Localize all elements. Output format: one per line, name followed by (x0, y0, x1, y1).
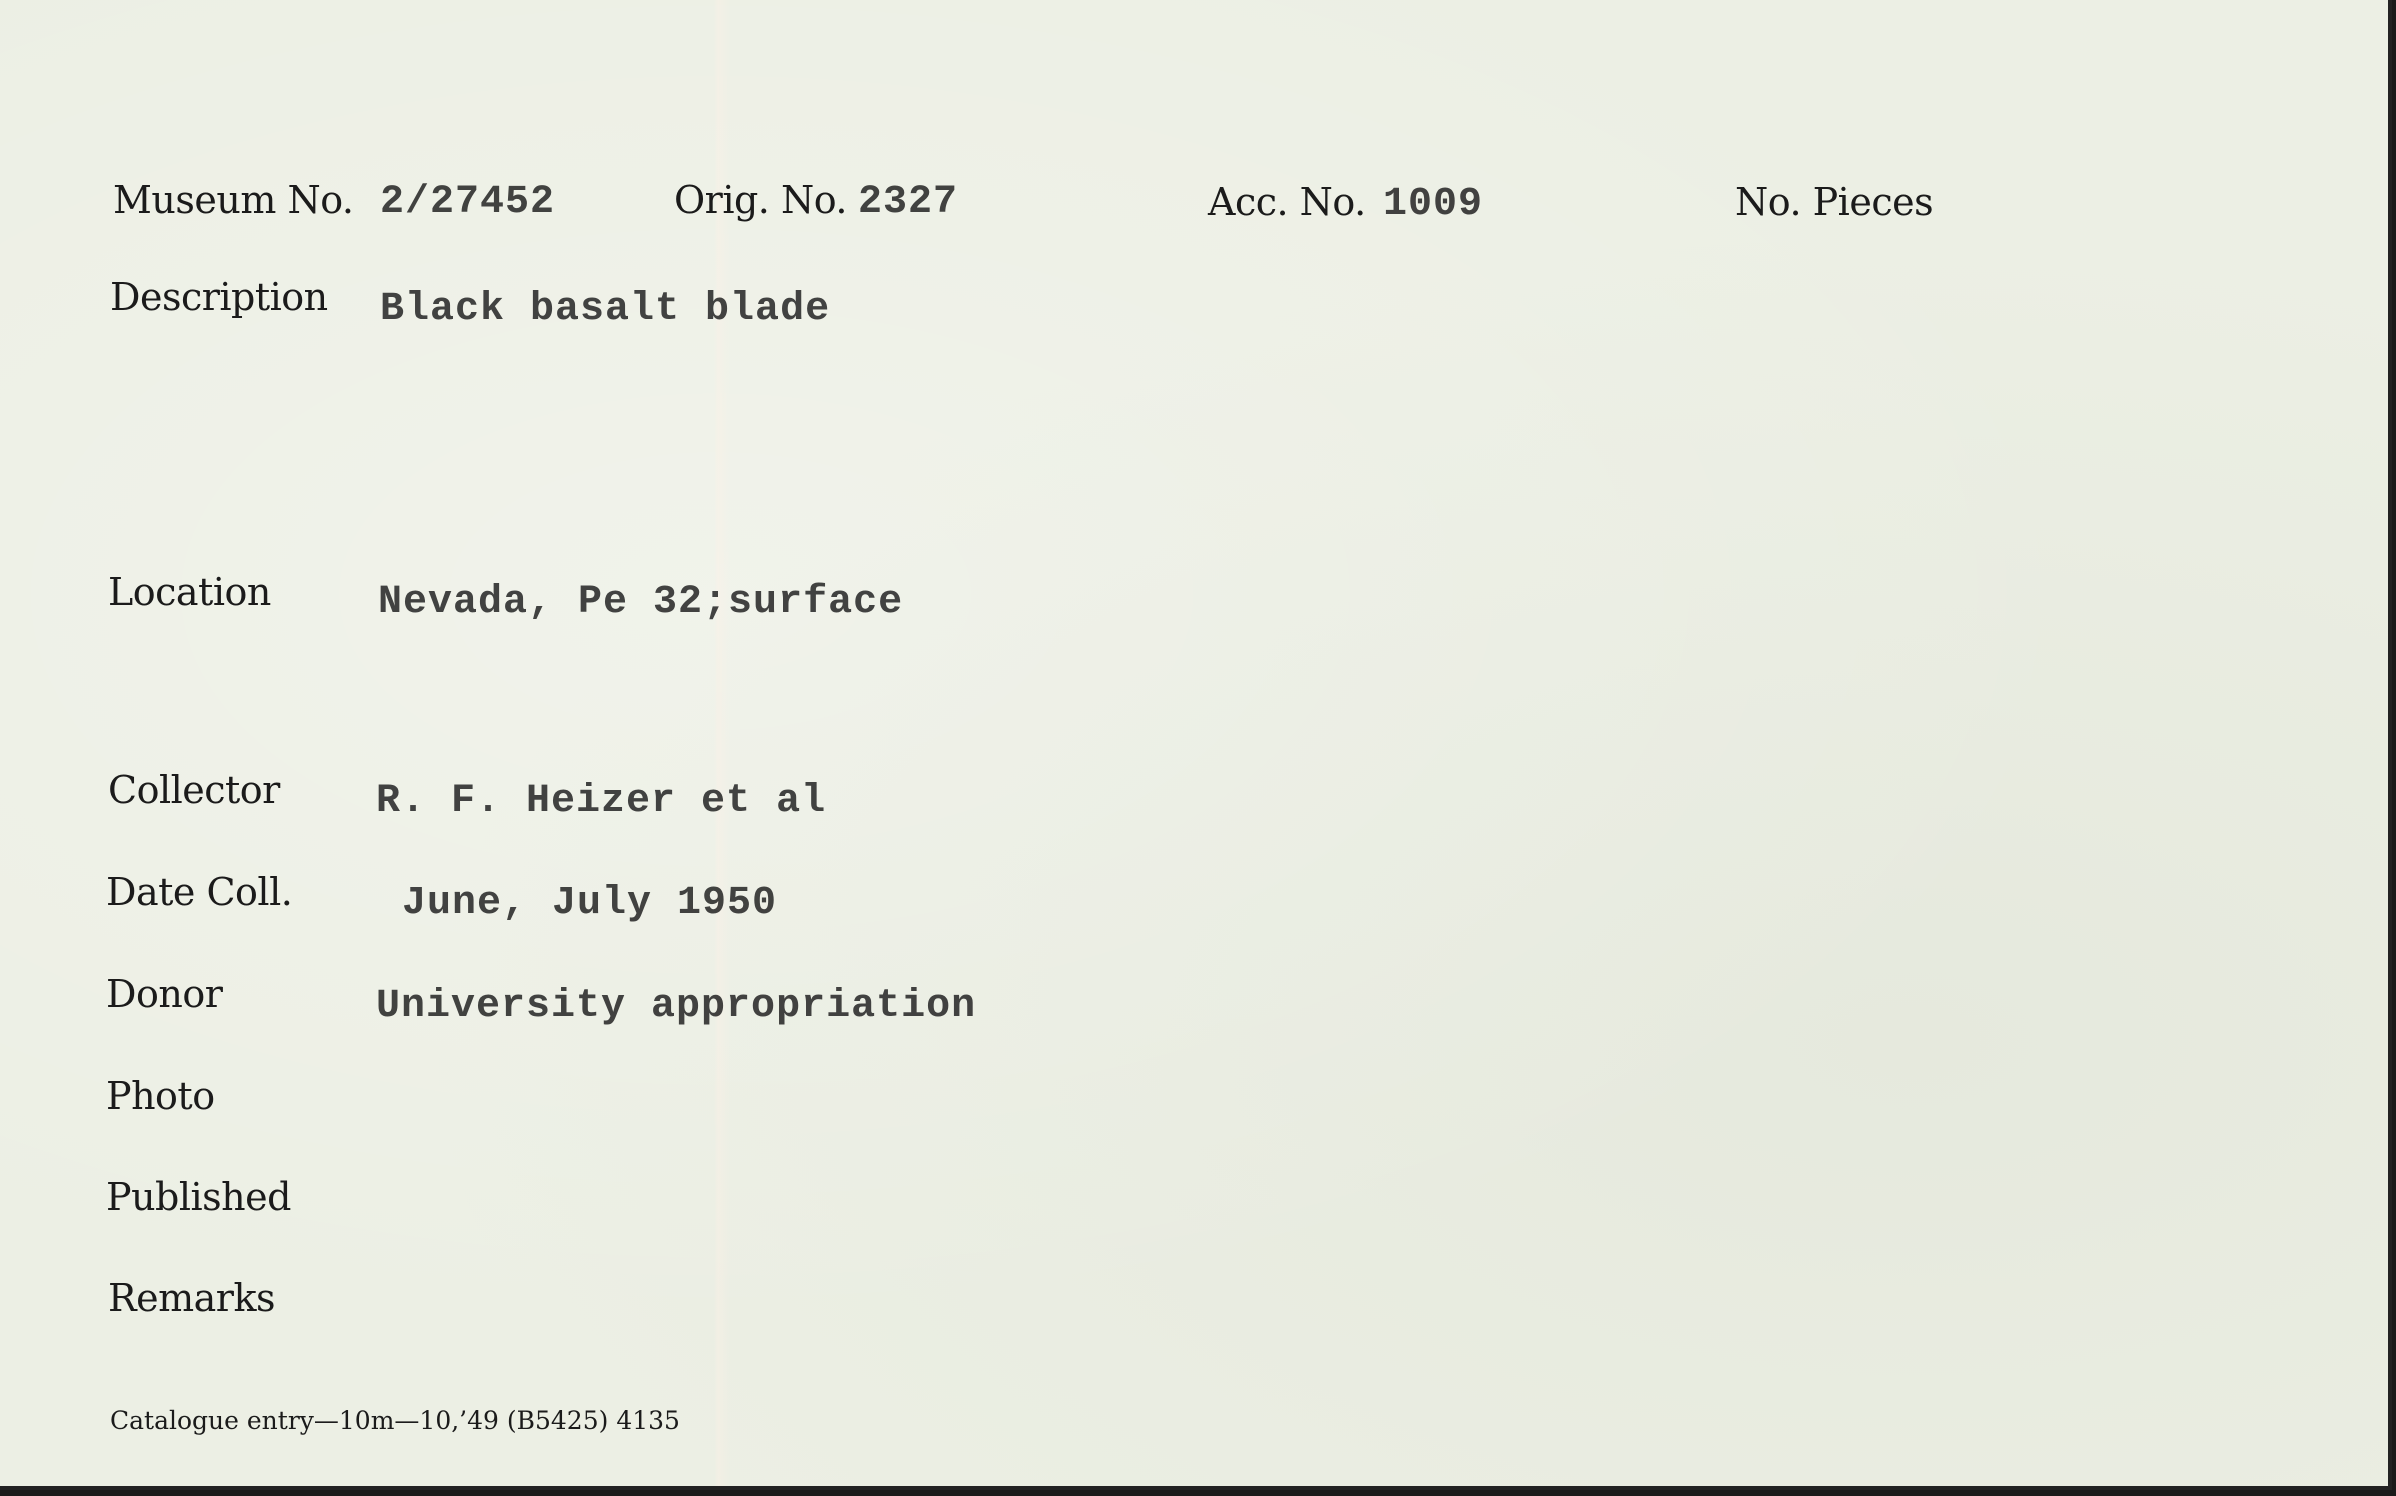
museum-no-label: Museum No. (113, 178, 354, 222)
location-label: Location (108, 570, 271, 614)
donor-label: Donor (106, 972, 223, 1016)
museum-no-value: 2/27452 (380, 180, 556, 225)
orig-no-label: Orig. No. (674, 178, 847, 222)
orig-no-value: 2327 (858, 180, 959, 225)
date-coll-value: June, July 1950 (402, 881, 778, 926)
location-value: Nevada, Pe 32;surface (378, 580, 904, 625)
date-coll-label: Date Coll. (106, 870, 293, 914)
remarks-label: Remarks (108, 1276, 275, 1320)
photo-label: Photo (106, 1074, 215, 1118)
collector-label: Collector (108, 768, 280, 812)
acc-no-value: 1009 (1383, 182, 1484, 227)
description-label: Description (110, 275, 328, 319)
published-label: Published (106, 1175, 291, 1219)
catalogue-footer: Catalogue entry—10m—10,’49 (B5425) 4135 (110, 1406, 680, 1435)
acc-no-label: Acc. No. (1208, 180, 1366, 224)
description-value: Black basalt blade (380, 287, 831, 332)
no-pieces-label: No. Pieces (1735, 180, 1934, 224)
collector-value: R. F. Heizer et al (376, 779, 827, 824)
donor-value: University appropriation (376, 984, 977, 1029)
